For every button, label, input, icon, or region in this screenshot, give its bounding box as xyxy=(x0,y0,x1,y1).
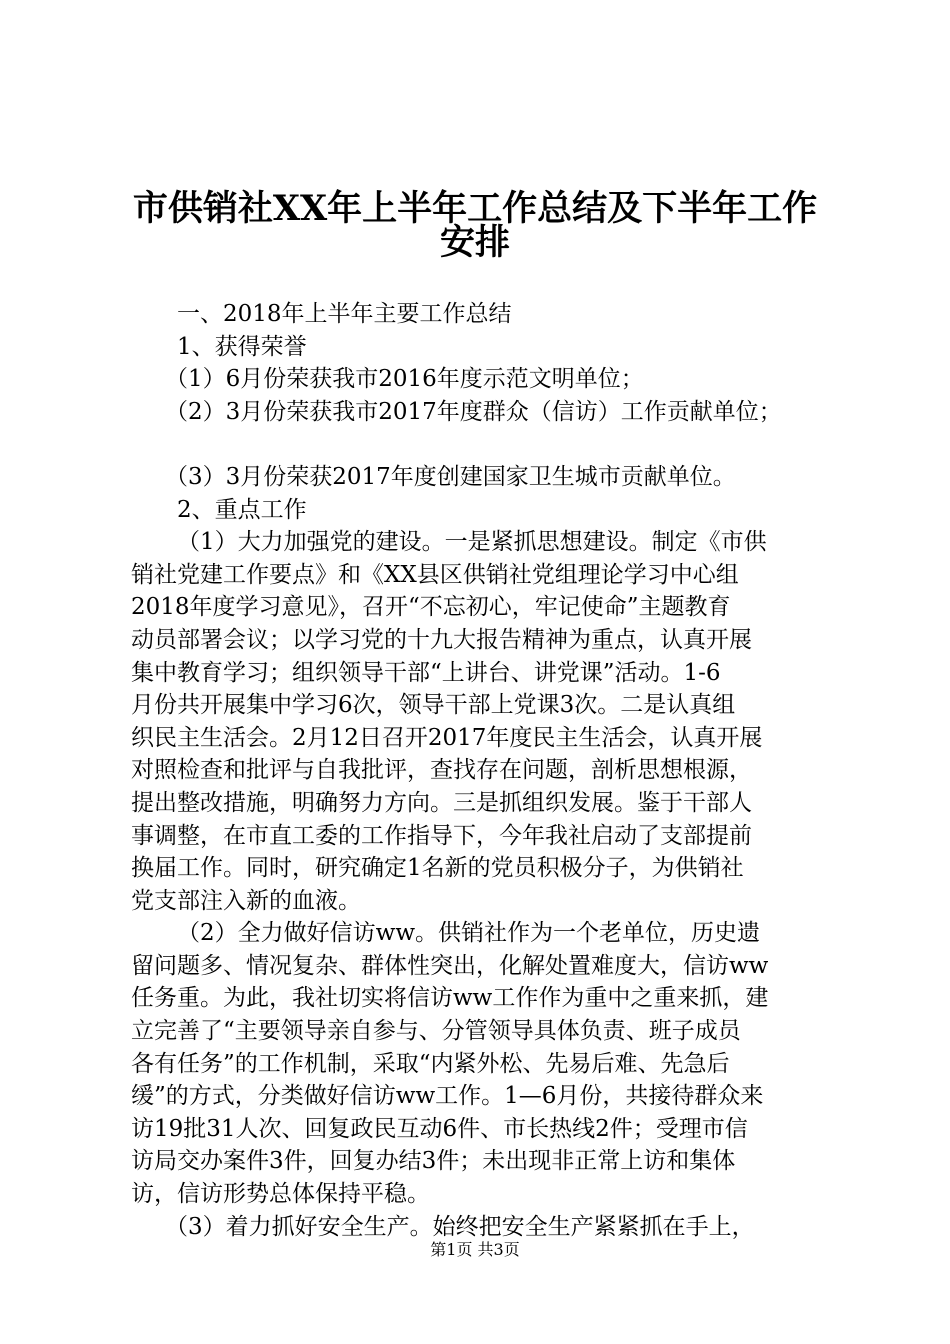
paragraph-line: 访19批31人次、回复政民互动6件、市长热线2件；受理市信 xyxy=(131,1115,748,1142)
paragraph-line: （3）着力抓好安全生产。始终把安全生产紧紧抓在手上， xyxy=(165,1213,755,1240)
blank-line xyxy=(131,428,826,461)
paragraph-line: 2018年度学习意见》，召开“不忘初心，牢记使命”主题教育 xyxy=(131,594,731,621)
paragraph-safety-production xyxy=(131,1211,826,1244)
paragraph-line: 事调整，在市直工委的工作指导下，今年我社启动了支部提前 xyxy=(131,822,752,849)
honor-item: （3）3月份荣获2017年度创建国家卫生城市贡献单位。 xyxy=(165,463,736,490)
paragraph-line: 缓”的方式，分类做好信访ww工作。1—6月份，共接待群众来 xyxy=(131,1083,764,1110)
paragraph-line: 对照检查和批评与自我批评，查找存在问题，剖析思想根源， xyxy=(131,757,752,784)
paragraph-line: 集中教育学习；组织领导干部“上讲台、讲党课”活动。1-6 xyxy=(131,659,721,686)
paragraph-line: 访，信访形势总体保持平稳。 xyxy=(131,1181,430,1208)
honor-item: （2）3月份荣获我市2017年度群众（信访）工作贡献单位； xyxy=(165,398,782,425)
honor-item: （1）6月份荣获我市2016年度示范文明单位； xyxy=(165,366,644,393)
paragraph-line: 立完善了“主要领导亲自参与、分管领导具体负责、班子成员 xyxy=(131,1018,741,1045)
paragraph-line: 动员部署会议；以学习党的十九大报告精神为重点，认真开展 xyxy=(131,626,752,653)
page-footer: 第1页 共3页 xyxy=(430,1240,520,1259)
subsection-heading: 2、重点工作 xyxy=(177,496,307,523)
paragraph-line: 织民主生活会。2月12日召开2017年度民主生活会，认真开展 xyxy=(131,724,763,751)
subsection-heading: 1、获得荣誉 xyxy=(177,333,307,360)
paragraph-party-building xyxy=(131,526,826,917)
paragraph-line: 任务重。为此，我社切实将信访ww工作作为重中之重来抓，建 xyxy=(131,985,769,1012)
paragraph-line: 换届工作。同时，研究确定1名新的党员积极分子，为供销社 xyxy=(131,855,744,882)
section-heading: 一、2018年上半年主要工作总结 xyxy=(177,301,512,327)
paragraph-line: （2）全力做好信访ww。供销社作为一个老单位，历史遗 xyxy=(177,920,761,947)
paragraph-line: 销社党建工作要点》和《XX县区供销社党组理论学习中心组 xyxy=(131,561,739,588)
paragraph-line: 各有任务”的工作机制，采取“内紧外松、先易后难、先急后 xyxy=(131,1050,730,1077)
paragraph-line: 留问题多、情况复杂、群体性突出，化解处置难度大，信访ww xyxy=(131,952,769,979)
document-title-continued: 安排 xyxy=(439,222,510,263)
paragraph-line: 党支部注入新的血液。 xyxy=(131,887,361,914)
paragraph-line: （1）大力加强党的建设。一是紧抓思想建设。制定《市供 xyxy=(177,529,767,556)
paragraph-petition-work xyxy=(131,917,826,1210)
paragraph-line: 访局交办案件3件，回复办结3件；未出现非正常上访和集体 xyxy=(131,1148,736,1175)
paragraph-line: 月份共开展集中学习6次，领导干部上党课3次。二是认真组 xyxy=(131,692,736,719)
document-body xyxy=(131,298,826,1243)
paragraph-line: 提出整改措施，明确努力方向。三是抓组织发展。鉴于干部人 xyxy=(131,789,752,816)
document-title: 市供销社XX年上半年工作总结及下半年工作 xyxy=(132,188,818,229)
